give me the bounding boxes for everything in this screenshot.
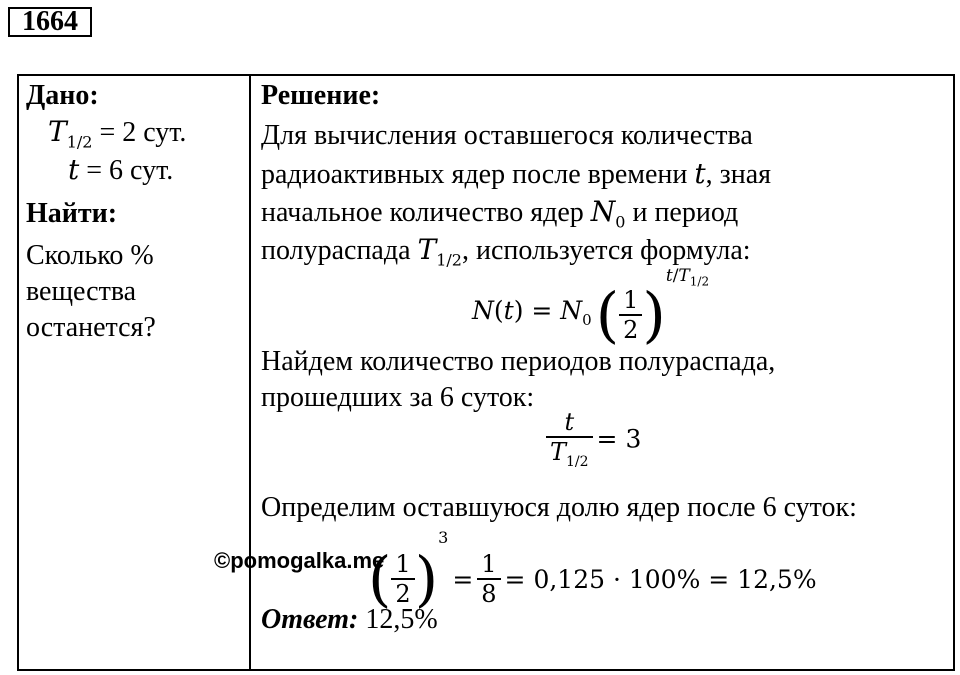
- solution-p2-line2: прошедших за 6 суток:: [261, 382, 535, 413]
- problem-number: 1664: [8, 7, 92, 37]
- solution-p1-line4: полураспада $T_{1/2}$, используется формула:: [261, 233, 751, 270]
- solution-heading: Решение:: [261, 80, 381, 111]
- decay-formula: $N(t) = N_0$ ( $\frac{1}{2}$ )$^{t/T_{1/2}}$: [472, 266, 710, 351]
- find-heading: Найти:: [26, 198, 118, 229]
- answer-label: Ответ:: [261, 604, 359, 635]
- solution-p1-line1: Для вычисления оставшегося количества: [261, 120, 753, 151]
- solution-p1-line2: радиоактивных ядер после времени t, зная: [261, 157, 772, 190]
- column-divider: [249, 74, 251, 671]
- watermark: ©pomogalka.me: [214, 548, 385, 573]
- given-half-life: $T_{1/2} = 2$ сут.: [48, 115, 187, 152]
- find-line-1: Сколько %: [26, 240, 154, 271]
- solution-p1-line3: начальное количество ядер $N_0$ и период: [261, 195, 739, 232]
- solution-p3: Определим оставшуюся долю ядер после 6 суток:: [261, 492, 857, 523]
- given-heading: Дано:: [26, 80, 99, 111]
- solution-p2-line1: Найдем количество периодов полураспада,: [261, 346, 776, 377]
- find-line-3: останется?: [26, 312, 156, 343]
- answer: [261, 604, 438, 636]
- period-ratio: $\frac{t}{T_{1/2}}$ = 3: [546, 408, 641, 470]
- fraction-calculation: ( $\frac{1}{2}$ )$^3$ = $\frac{1}{8}$ = 0,125 · 100% = 12,5%: [368, 528, 817, 615]
- given-time: t = 6 сут.: [68, 153, 174, 186]
- answer-value: 12,5%: [365, 604, 438, 635]
- find-line-2: вещества: [26, 276, 137, 307]
